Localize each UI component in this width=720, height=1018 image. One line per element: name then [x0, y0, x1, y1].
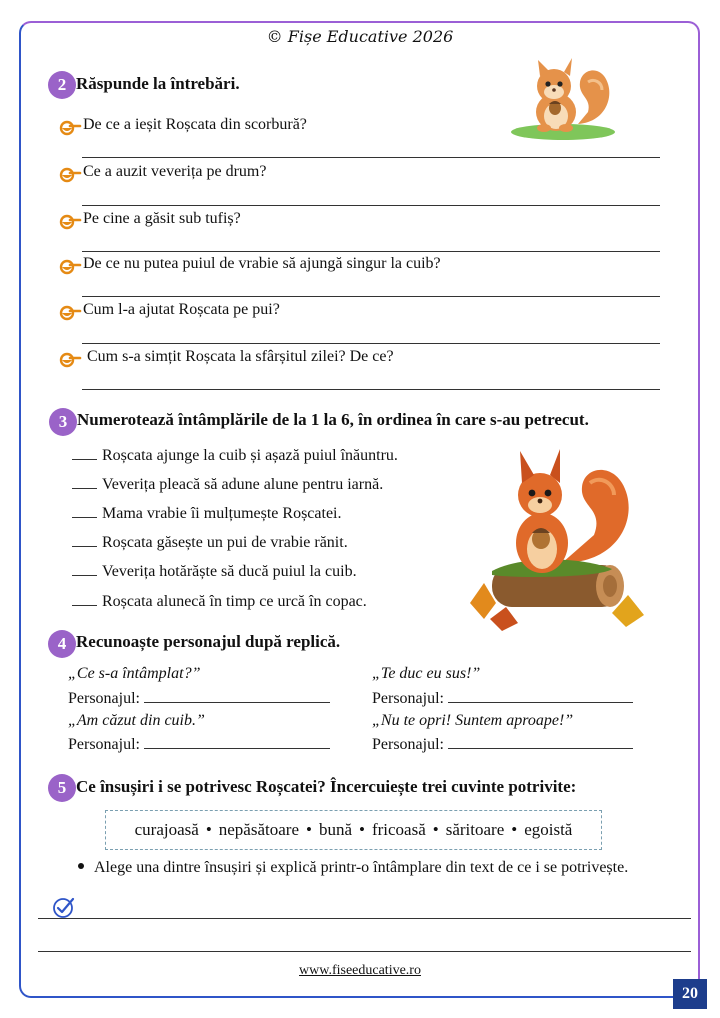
quote: „Ce s-a întâmplat?”: [68, 665, 201, 682]
hand-pointer-icon: [58, 302, 82, 322]
order-item: Mama vrabie îi mulțumește Roșcatei.: [72, 505, 342, 523]
word-option[interactable]: fricoasă: [371, 820, 426, 839]
number-blank[interactable]: [72, 593, 97, 606]
hand-pointer-icon: [58, 256, 82, 276]
writing-line[interactable]: [38, 951, 691, 952]
number-blank[interactable]: [72, 505, 97, 518]
number-blank[interactable]: [72, 563, 97, 576]
section-2-badge: 2: [48, 71, 76, 99]
word-option[interactable]: bună: [318, 820, 352, 839]
section-4-title: Recunoaște personajul după replică.: [76, 632, 341, 651]
person-answer: Personajul:: [372, 736, 633, 754]
question-text: De ce a ieșit Roșcata din scorbură?: [83, 116, 307, 133]
answer-line[interactable]: [82, 205, 660, 206]
bullet-instruction: Alege una dintre însușiri și explică printr-o întâmplare din text de ce i se potrivește.: [78, 859, 628, 877]
writing-line[interactable]: [38, 918, 691, 919]
word-option[interactable]: curajoasă: [134, 820, 199, 839]
section-2-title: Răspunde la întrebări.: [76, 74, 240, 93]
answer-line[interactable]: [82, 296, 660, 297]
number-blank[interactable]: [72, 534, 97, 547]
hand-pointer-icon: [58, 211, 82, 231]
bullet-dot: [78, 863, 84, 869]
section-5-badge: 5: [48, 774, 76, 802]
person-blank[interactable]: [448, 690, 633, 703]
word-option[interactable]: egoistă: [524, 820, 573, 839]
word-separator: •: [306, 820, 312, 839]
number-blank[interactable]: [72, 447, 97, 460]
number-blank[interactable]: [72, 476, 97, 489]
quote: „Am căzut din cuib.”: [68, 712, 205, 729]
order-item: Veverița pleacă să adune alune pentru iarnă.: [72, 476, 383, 494]
person-blank[interactable]: [448, 736, 633, 749]
word-option[interactable]: nepăsătoare: [218, 820, 299, 839]
question-text: Cum s-a simțit Roșcata la sfârșitul zilei? De ce?: [87, 348, 394, 365]
person-answer: Personajul:: [68, 690, 330, 708]
hand-pointer-icon: [58, 117, 82, 137]
word-choices-box: [105, 810, 602, 850]
section-5-title: Ce însușiri i se potrivesc Roșcatei? Încercuiește trei cuvinte potrivite:: [76, 777, 577, 796]
word-separator: •: [511, 820, 518, 839]
answer-line[interactable]: [82, 157, 660, 158]
person-answer: Personajul:: [372, 690, 633, 708]
person-blank[interactable]: [144, 690, 330, 703]
quote: „Te duc eu sus!”: [372, 665, 481, 682]
order-item: Veverița hotărăște să ducă puiul la cuib.: [72, 563, 357, 581]
question-text: De ce nu putea puiul de vrabie să ajungă singur la cuib?: [83, 255, 441, 272]
hand-pointer-icon: [58, 164, 82, 184]
section-4-badge: 4: [48, 630, 76, 658]
check-circle-icon: [52, 895, 76, 919]
person-answer: Personajul:: [68, 736, 330, 754]
answer-line[interactable]: [82, 343, 660, 344]
squirrel-on-log-illustration: [462, 443, 652, 633]
question-text: Cum l-a ajutat Roșcata pe pui?: [83, 301, 280, 318]
word-separator: •: [432, 820, 439, 839]
hand-pointer-icon: [58, 349, 82, 369]
answer-line[interactable]: [82, 251, 660, 252]
word-separator: •: [359, 820, 365, 839]
order-item: Roșcata ajunge la cuib și așază puiul înăuntru.: [72, 447, 398, 465]
person-blank[interactable]: [144, 736, 330, 749]
footer-url[interactable]: www.fiseeducative.ro: [299, 963, 421, 978]
small-squirrel-illustration: [508, 52, 618, 142]
question-text: Ce a auzit veverița pe drum?: [83, 163, 267, 180]
word-separator: •: [205, 820, 212, 839]
question-text: Pe cine a găsit sub tufiș?: [83, 210, 241, 227]
header-title: © Fișe Educative 2026: [266, 27, 454, 46]
order-item: Roșcata alunecă în timp ce urcă în copac.: [72, 593, 367, 611]
order-item: Roșcata găsește un pui de vrabie rănit.: [72, 534, 348, 552]
section-3-badge: 3: [49, 408, 77, 436]
word-option[interactable]: săritoare: [445, 820, 505, 839]
answer-line[interactable]: [82, 389, 660, 390]
page-number: 20: [673, 979, 707, 1009]
section-3-title: Numerotează întâmplările de la 1 la 6, în ordinea în care s-au petrecut.: [77, 410, 589, 429]
quote: „Nu te opri! Suntem aproape!”: [372, 712, 574, 729]
